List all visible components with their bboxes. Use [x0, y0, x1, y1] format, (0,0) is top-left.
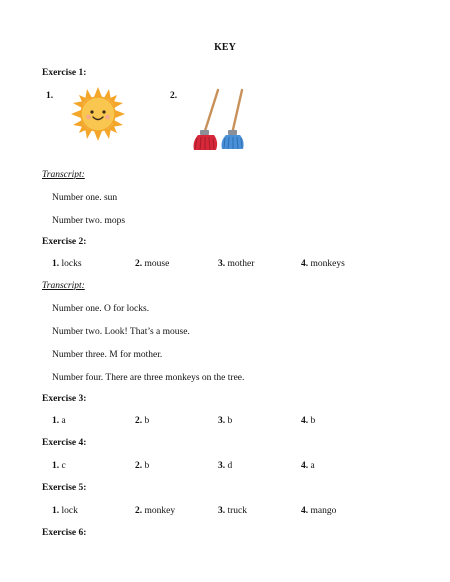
exercise-5-answer-1	[52, 506, 78, 516]
exercise-4-answer-1	[52, 461, 66, 471]
exercise-3-answer-3	[218, 416, 232, 426]
exercise-2-transcript-line-4: Number four. There are three monkeys on the tree.	[52, 373, 245, 383]
answer-text: lock	[61, 506, 78, 516]
exercise-5-answer-4	[301, 506, 336, 516]
answer-number: 3.	[218, 416, 226, 426]
answer-number: 4.	[301, 506, 309, 516]
exercise-1-transcript-label: Transcript:	[42, 170, 85, 180]
exercise-4-answer-4	[301, 461, 315, 471]
exercise-2-transcript-line-3: Number three. M for mother.	[52, 350, 163, 360]
exercise-1-item-1-number: 1.	[46, 91, 54, 101]
answer-number: 1.	[52, 506, 60, 516]
page-title: KEY	[214, 42, 236, 53]
answer-number: 1.	[52, 416, 60, 426]
exercise-6-heading: Exercise 6:	[42, 528, 87, 538]
answer-number: 2.	[135, 506, 143, 516]
answer-text: mango	[310, 506, 337, 516]
mops-picture	[188, 86, 248, 152]
answer-text: b	[310, 416, 316, 426]
exercise-1-transcript-line-2: Number two. mops	[52, 216, 126, 226]
answer-number: 1.	[52, 259, 60, 269]
answer-text: b	[144, 416, 150, 426]
answer-text: monkey	[144, 506, 176, 516]
answer-number: 2.	[135, 461, 143, 471]
answer-text: d	[227, 461, 233, 471]
answer-number: 4.	[301, 416, 309, 426]
exercise-2-transcript-label: Transcript:	[42, 281, 85, 291]
exercise-3-answer-4	[301, 416, 315, 426]
exercise-1-item-2-number: 2.	[170, 91, 178, 101]
answer-number: 4.	[301, 461, 309, 471]
exercise-1-heading: Exercise 1:	[42, 68, 87, 78]
exercise-2-answer-4	[301, 259, 345, 269]
exercise-3-answer-2	[135, 416, 149, 426]
exercise-2-answer-1	[52, 259, 82, 269]
exercise-2-transcript-line-1: Number one. O for locks.	[52, 304, 150, 314]
answer-number: 3.	[218, 259, 226, 269]
answer-text: truck	[227, 506, 248, 516]
answer-number: 3.	[218, 506, 226, 516]
answer-number: 2.	[135, 259, 143, 269]
answer-text: a	[310, 461, 315, 471]
answer-number: 3.	[218, 461, 226, 471]
exercise-2-transcript-line-2: Number two. Look! That’s a mouse.	[52, 327, 190, 337]
answer-text: locks	[61, 259, 82, 269]
exercise-4-heading: Exercise 4:	[42, 438, 87, 448]
exercise-4-answer-2	[135, 461, 149, 471]
answer-text: b	[144, 461, 150, 471]
answer-number: 4.	[301, 259, 309, 269]
answer-text: monkeys	[310, 259, 345, 269]
exercise-1-transcript-line-1: Number one. sun	[52, 193, 118, 203]
exercise-5-heading: Exercise 5:	[42, 483, 87, 493]
answer-text: mother	[227, 259, 255, 269]
answer-number: 1.	[52, 461, 60, 471]
exercise-2-heading: Exercise 2:	[42, 237, 87, 247]
answer-number: 2.	[135, 416, 143, 426]
answer-text: a	[61, 416, 66, 426]
exercise-5-answer-2	[135, 506, 175, 516]
answer-text: b	[227, 416, 233, 426]
exercise-5-answer-3	[218, 506, 247, 516]
answer-text: mouse	[144, 259, 170, 269]
exercise-3-answer-1	[52, 416, 66, 426]
sun-picture	[70, 86, 126, 142]
exercise-2-answer-2	[135, 259, 169, 269]
exercise-2-answer-3	[218, 259, 254, 269]
exercise-3-heading: Exercise 3:	[42, 394, 87, 404]
exercise-4-answer-3	[218, 461, 232, 471]
answer-text: c	[61, 461, 66, 471]
